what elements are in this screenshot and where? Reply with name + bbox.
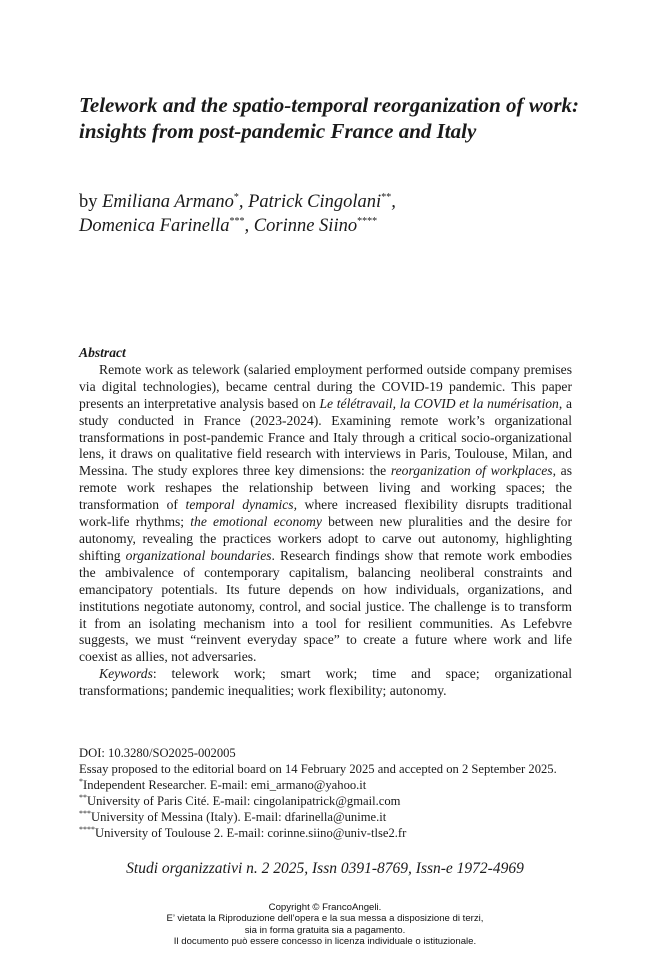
author-mark: ****	[357, 215, 378, 227]
copyright-notice	[0, 902, 650, 948]
author-name: Patrick Cingolani	[248, 192, 382, 212]
author-separator: ,	[244, 216, 254, 236]
author-name: Emiliana Armano	[102, 192, 234, 212]
article-title: Telework and the spatio-temporal reorganization of work: insights from post-pandemic France and Italy	[79, 93, 579, 143]
abstract-text: , a study conducted in France (2023-2024). Examining remote work’s organizational transformations in post-pandemic France and Italy through a critical socio-organizational lens, it draws on qualitative field research with interviews in Paris, Toulouse, Milan, and Messina. The study explores three key dimensions: the	[79, 395, 572, 479]
author-name: Corinne Siino	[253, 216, 358, 236]
author-name: Domenica Farinella	[79, 216, 230, 236]
article-meta	[79, 745, 579, 841]
copyright-line: Copyright © FrancoAngeli.	[268, 902, 382, 913]
abstract-text: , as remote work reshapes the relationship between living and working spaces; the transformation of	[79, 463, 572, 513]
affiliation-mark: ***	[79, 808, 91, 818]
author-mark: ***	[229, 215, 245, 227]
abstract-text: where increased flexibility disrupts traditional work-life rhythms;	[79, 497, 572, 530]
abstract-emphasis: temporal dynamics,	[185, 497, 297, 513]
affiliation-mark: ****	[79, 824, 95, 834]
abstract-emphasis: reorganization of workplaces	[390, 463, 553, 479]
copyright-line: sia in forma gratuita sia a pagamento.	[244, 924, 406, 936]
essay-dates: Essay proposed to the editorial board on 14 February 2025 and accepted on 2 September 2025.	[79, 762, 557, 776]
author-list	[79, 190, 579, 238]
keywords	[79, 666, 572, 700]
author-mark: **	[381, 191, 392, 203]
abstract-body	[79, 362, 572, 666]
by-label: by	[79, 192, 98, 212]
affiliation	[79, 793, 579, 809]
copyright-line: E’ vietata la Riproduzione dell’opera e la sua messa a disposizione di terzi,	[166, 913, 484, 925]
affiliation-text: Independent Researcher. E-mail: emi_armano@yahoo.it	[83, 778, 367, 792]
affiliation-mark: *	[79, 776, 83, 786]
author-separator: ,	[391, 192, 396, 212]
affiliation-text: University of Toulouse 2. E-mail: corinne.siino@univ-tlse2.fr	[95, 826, 407, 840]
copyright-line: Il documento può essere concesso in licenza individuale o istituzionale.	[173, 936, 477, 948]
abstract-heading: Abstract	[79, 345, 126, 360]
abstract-emphasis: the emotional economy	[190, 514, 322, 530]
author-separator: ,	[238, 192, 249, 212]
affiliation	[79, 825, 579, 841]
author-mark: *	[233, 191, 239, 203]
abstract-emphasis: Le télétravail, la COVID et la numérisation	[319, 395, 559, 411]
doi: DOI: 10.3280/SO2025-002005	[79, 746, 236, 760]
affiliation-text: University of Paris Cité. E-mail: cingolanipatrick@gmail.com	[87, 794, 401, 808]
affiliation-text: University of Messina (Italy). E-mail: dfarinella@unime.it	[91, 810, 387, 824]
keywords-list: : telework work; smart work; time and space; organizational transformations; pandemic inequalities; work flexibility; autonomy.	[79, 666, 572, 699]
affiliation	[79, 809, 579, 825]
journal-citation: Studi organizzativi n. 2 2025, Issn 0391-8769, Issn-e 1972-4969	[126, 860, 524, 877]
affiliation-mark: **	[79, 792, 87, 802]
keywords-label: Keywords	[99, 666, 153, 682]
abstract	[79, 345, 572, 700]
affiliation	[79, 777, 579, 793]
abstract-emphasis: organizational boundaries	[125, 547, 272, 563]
abstract-text: between new pluralities and the desire for autonomy, revealing the practices workers adopt to carve out autonomy, highlighting shifting	[79, 514, 572, 563]
abstract-text: . Research findings show that remote work embodies the ambivalence of contemporary capitalism, balancing neoliberal constraints and emancipatory potentials. Its future depends on how individuals, organizations, and institutions negotiate autonomy, control, and social justice. The challenge is to transform it from an isolating mechanism into a tool for resilient communities. As Lefebvre suggests, we must “reinvent everyday space” to create a future where work and life coexist as allies, not adversaries.	[79, 547, 572, 665]
abstract-text: Remote work as telework (salaried employment performed outside company premises via digital technologies), became central during the COVID-19 pandemic. This paper presents an interpretative analysis based on	[79, 361, 572, 411]
